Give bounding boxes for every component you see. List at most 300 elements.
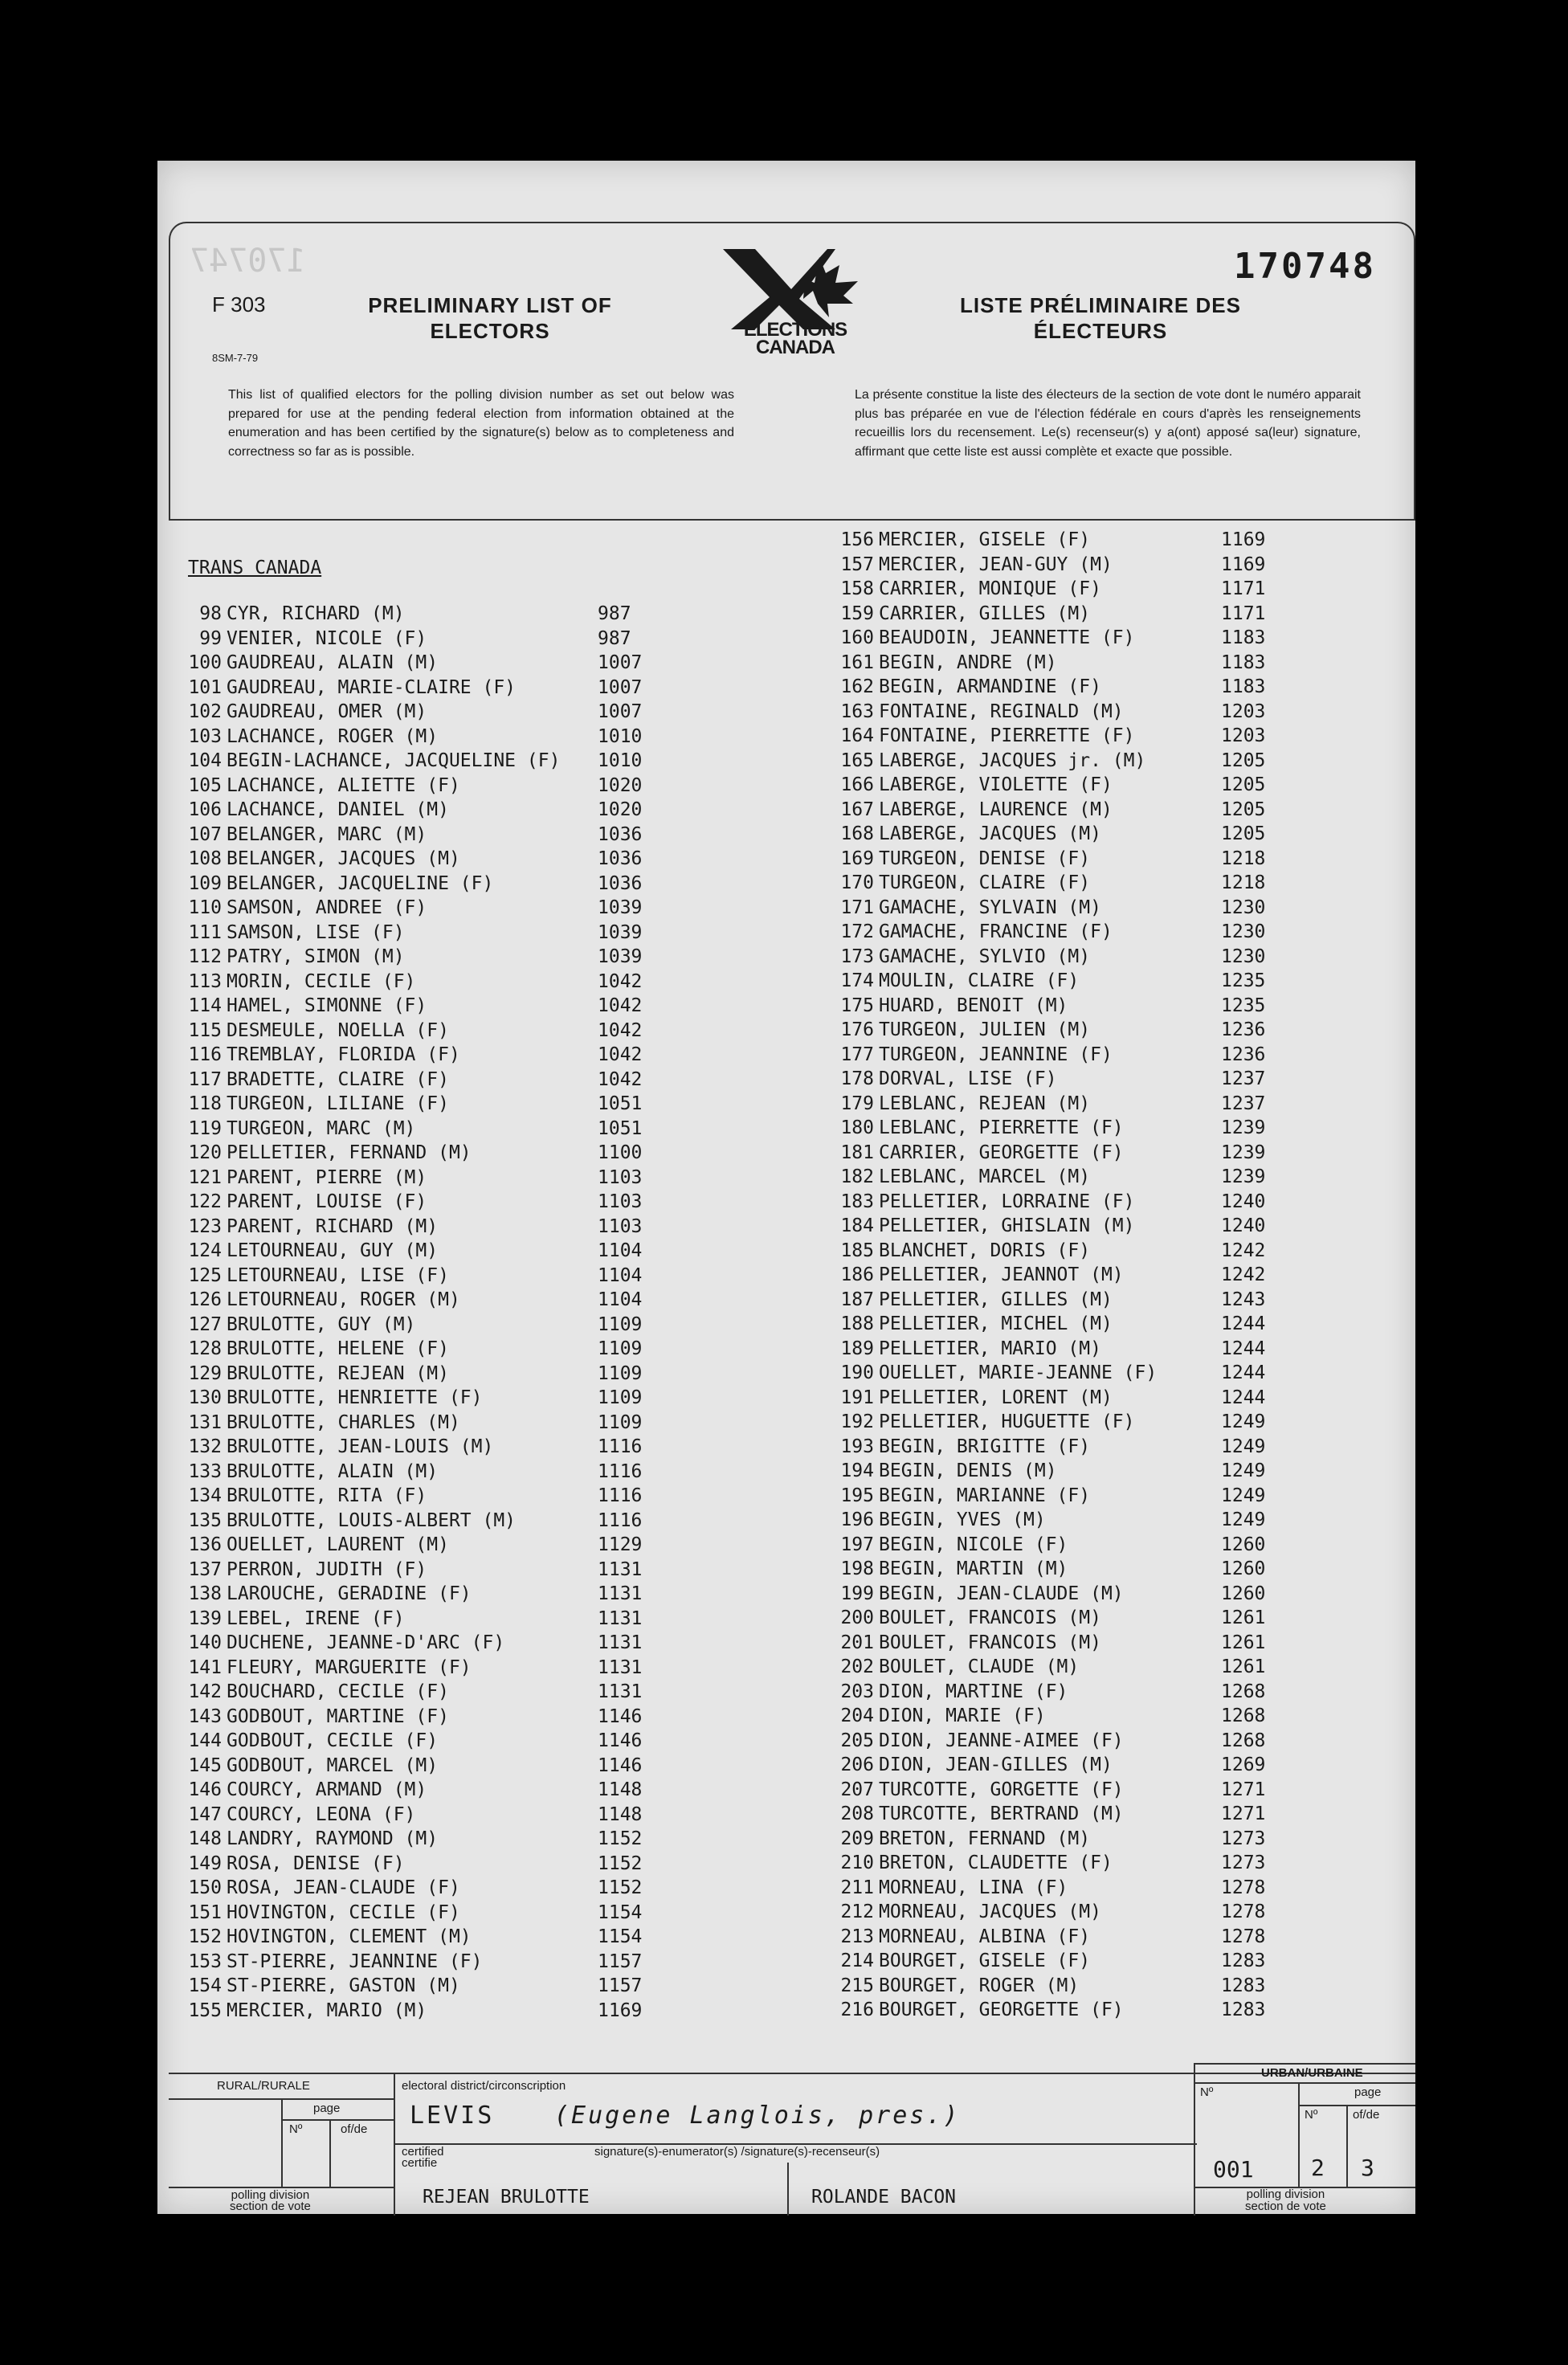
elector-name: BEGIN, YVES (M) <box>879 1509 1046 1530</box>
elector-name: LABERGE, JACQUES jr. (M) <box>879 750 1146 771</box>
elector-number: 156 <box>840 529 874 550</box>
elector-row <box>188 725 789 750</box>
elector-number: 118 <box>188 1093 222 1114</box>
elector-row <box>188 700 789 725</box>
elector-row <box>840 1459 1329 1484</box>
elector-address: 1260 <box>1221 1583 1266 1604</box>
elector-row <box>188 1288 789 1313</box>
elector-row <box>188 1974 789 1999</box>
elector-row <box>840 871 1329 896</box>
elector-name: CARRIER, GEORGETTE (F) <box>879 1142 1124 1163</box>
enumerator-2-signature: ROLANDE BACON <box>811 2187 957 2208</box>
elector-address: 1051 <box>598 1117 643 1139</box>
elector-address: 1100 <box>598 1142 643 1163</box>
rural-page-label: page <box>313 2102 341 2115</box>
elector-name: MERCIER, MARIO (M) <box>227 1999 427 2021</box>
elector-number: 208 <box>840 1803 874 1824</box>
elector-name: LEBLANC, MARCEL (M) <box>879 1166 1091 1187</box>
elector-row <box>840 1141 1329 1166</box>
elector-row <box>840 700 1329 725</box>
elector-row <box>188 1068 789 1093</box>
elector-address: 1036 <box>598 823 643 845</box>
elector-row <box>840 1827 1329 1852</box>
elector-name: BRULOTTE, HELENE (F) <box>227 1338 449 1359</box>
elector-row <box>840 1851 1329 1876</box>
elector-name: BELANGER, JACQUES (M) <box>227 848 460 869</box>
rural-of-label: of/de <box>341 2122 368 2136</box>
elector-number: 209 <box>840 1828 874 1849</box>
elector-address: 1042 <box>598 1019 643 1041</box>
elector-name: GAMACHE, SYLVIO (M) <box>879 946 1091 967</box>
elector-name: PELLETIER, GILLES (M) <box>879 1289 1113 1310</box>
elector-number: 102 <box>188 701 222 722</box>
elector-address: 1039 <box>598 921 643 943</box>
elector-number: 113 <box>188 970 222 992</box>
elector-name: LETOURNEAU, GUY (M) <box>227 1240 439 1261</box>
elector-address: 1239 <box>1221 1166 1266 1187</box>
elector-number: 134 <box>188 1485 222 1506</box>
elector-name: ST-PIERRE, JEANNINE (F) <box>227 1950 483 1972</box>
logo-line-1: ELECTIONS <box>743 319 847 341</box>
elector-name: MORNEAU, LINA (F) <box>879 1877 1068 1898</box>
elector-name: BRULOTTE, CHARLES (M) <box>227 1411 460 1433</box>
elector-number: 144 <box>188 1730 222 1751</box>
elector-address: 1148 <box>598 1779 643 1800</box>
elector-address: 1283 <box>1221 1950 1266 1971</box>
elector-row <box>188 1386 789 1411</box>
elector-number: 169 <box>840 848 874 869</box>
elector-number: 174 <box>840 970 874 991</box>
elector-name: CARRIER, GILLES (M) <box>879 602 1091 624</box>
elector-number: 121 <box>188 1166 222 1188</box>
urban-of-label: of/de <box>1353 2108 1380 2122</box>
elector-name: BRULOTTE, HENRIETTE (F) <box>227 1387 483 1408</box>
elector-row <box>840 553 1329 578</box>
elector-row <box>188 1876 789 1901</box>
elector-name: LANDRY, RAYMOND (M) <box>227 1828 439 1849</box>
elector-number: 129 <box>188 1362 222 1384</box>
elector-name: HUARD, BENOIT (M) <box>879 995 1068 1016</box>
elector-address: 1237 <box>1221 1093 1266 1114</box>
elector-row <box>188 921 789 946</box>
elector-address: 1131 <box>598 1607 643 1629</box>
elector-row <box>840 1386 1329 1411</box>
elector-name: GAMACHE, SYLVAIN (M) <box>879 897 1101 918</box>
elector-name: PELLETIER, FERNAND (M) <box>227 1142 472 1163</box>
elector-address: 1042 <box>598 995 643 1016</box>
elector-name: BRETON, CLAUDETTE (F) <box>879 1852 1113 1873</box>
elector-address: 1240 <box>1221 1191 1266 1212</box>
elector-address: 1109 <box>598 1313 643 1335</box>
elector-number: 206 <box>840 1754 874 1775</box>
elector-address: 1007 <box>598 652 643 673</box>
elector-address: 1104 <box>598 1240 643 1261</box>
elector-name: LABERGE, VIOLETTE (F) <box>879 774 1113 795</box>
elector-name: GAUDREAU, ALAIN (M) <box>227 652 439 673</box>
elector-number: 200 <box>840 1607 874 1628</box>
elector-name: TURGEON, CLAIRE (F) <box>879 872 1091 893</box>
elector-number: 150 <box>188 1877 222 1898</box>
elector-row <box>840 1900 1329 1925</box>
elector-name: BELANGER, JACQUELINE (F) <box>227 872 494 894</box>
elector-address: 1104 <box>598 1289 643 1310</box>
elector-name: BRULOTTE, RITA (F) <box>227 1485 427 1506</box>
elector-number: 140 <box>188 1632 222 1653</box>
elector-row <box>840 1043 1329 1068</box>
elector-row <box>188 1043 789 1068</box>
elector-name: BEGIN-LACHANCE, JACQUELINE (F) <box>227 750 561 771</box>
elector-row <box>188 1239 789 1264</box>
urban-page-label: page <box>1354 2085 1382 2099</box>
elector-address: 1268 <box>1221 1681 1266 1702</box>
elector-number: 123 <box>188 1215 222 1237</box>
elector-address: 1278 <box>1221 1926 1266 1947</box>
elector-row <box>188 1166 789 1191</box>
elector-row <box>840 1116 1329 1141</box>
elector-number: 110 <box>188 897 222 918</box>
elector-name: BEAUDOIN, JEANNETTE (F) <box>879 627 1135 648</box>
elector-number: 100 <box>188 652 222 673</box>
elector-number: 99 <box>199 627 222 649</box>
elector-number: 172 <box>840 921 874 942</box>
elector-address: 1273 <box>1221 1828 1266 1849</box>
elector-row <box>840 1655 1329 1680</box>
elector-number: 165 <box>840 750 874 771</box>
elector-row <box>840 1018 1329 1043</box>
elector-address: 1169 <box>1221 553 1266 575</box>
elector-row <box>840 1484 1329 1509</box>
elector-name: COURCY, LEONA (F) <box>227 1803 416 1825</box>
elector-address: 1269 <box>1221 1754 1266 1775</box>
elector-address: 1244 <box>1221 1362 1266 1383</box>
elector-number: 108 <box>188 848 222 869</box>
faint-serial-number: 170747 <box>190 243 306 280</box>
elector-name: PARENT, PIERRE (M) <box>227 1166 427 1188</box>
elector-address: 1235 <box>1221 995 1266 1016</box>
elector-number: 132 <box>188 1436 222 1457</box>
elector-address: 1116 <box>598 1509 643 1531</box>
elector-address: 1010 <box>598 725 643 747</box>
elector-row <box>188 1558 789 1583</box>
elector-number: 182 <box>840 1166 874 1187</box>
elector-number: 126 <box>188 1289 222 1310</box>
elector-number: 145 <box>188 1754 222 1776</box>
elector-address: 1249 <box>1221 1460 1266 1481</box>
elector-name: LABERGE, LAURENCE (M) <box>879 799 1113 820</box>
elector-row <box>188 1190 789 1215</box>
urban-vline-1 <box>1298 2082 1300 2187</box>
elector-number: 136 <box>188 1534 222 1555</box>
elector-number: 173 <box>840 946 874 967</box>
elector-name: HAMEL, SIMONNE (F) <box>227 995 427 1016</box>
elector-number: 149 <box>188 1852 222 1874</box>
elector-address: 1260 <box>1221 1534 1266 1555</box>
elector-name: FONTAINE, PIERRETTE (F) <box>879 725 1135 746</box>
elector-number: 109 <box>188 872 222 894</box>
elector-name: OUELLET, LAURENT (M) <box>227 1534 449 1555</box>
elector-number: 180 <box>840 1117 874 1138</box>
elector-name: DION, MARTINE (F) <box>879 1681 1068 1702</box>
urban-polling-label-2: section de vote <box>1245 2200 1326 2213</box>
elector-row <box>840 1410 1329 1435</box>
elector-address: 1042 <box>598 1044 643 1065</box>
elector-address: 1273 <box>1221 1852 1266 1873</box>
elector-address: 1205 <box>1221 823 1266 844</box>
elector-name: BRULOTTE, JEAN-LOUIS (M) <box>227 1436 494 1457</box>
elector-address: 1268 <box>1221 1730 1266 1751</box>
elector-number: 186 <box>840 1264 874 1285</box>
elector-address: 1244 <box>1221 1387 1266 1408</box>
elector-name: PARENT, RICHARD (M) <box>227 1215 439 1237</box>
elector-row <box>840 1288 1329 1313</box>
urban-polling-label <box>1245 2188 1326 2212</box>
elector-name: LEBLANC, REJEAN (M) <box>879 1093 1091 1114</box>
elector-name: GODBOUT, CECILE (F) <box>227 1730 439 1751</box>
elector-row <box>840 602 1329 627</box>
elector-address: 1237 <box>1221 1068 1266 1089</box>
elector-address: 1249 <box>1221 1485 1266 1506</box>
urban-top-line <box>1194 2063 1415 2065</box>
elector-row <box>840 626 1329 651</box>
elector-number: 119 <box>188 1117 222 1139</box>
elector-address: 1261 <box>1221 1632 1266 1653</box>
elector-name: TURCOTTE, GORGETTE (F) <box>879 1779 1124 1800</box>
elector-row <box>840 773 1329 798</box>
elector-row <box>840 528 1329 553</box>
elector-row <box>188 1754 789 1779</box>
elector-row <box>840 1190 1329 1215</box>
elector-row <box>188 847 789 872</box>
elector-address: 1039 <box>598 946 643 967</box>
elector-row <box>188 1509 789 1534</box>
elector-number: 201 <box>840 1632 874 1653</box>
elector-address: 1152 <box>598 1852 643 1874</box>
elector-row <box>188 1435 789 1460</box>
elector-address: 1218 <box>1221 848 1266 869</box>
elector-address: 1278 <box>1221 1901 1266 1922</box>
elector-address: 1116 <box>598 1436 643 1457</box>
elector-address: 1203 <box>1221 701 1266 722</box>
elector-row <box>188 1803 789 1828</box>
header-divider <box>169 519 1415 521</box>
elector-address: 1051 <box>598 1093 643 1114</box>
elector-name: TURGEON, MARC (M) <box>227 1117 416 1139</box>
elector-address: 1146 <box>598 1754 643 1776</box>
page-total: 3 <box>1361 2155 1374 2181</box>
elector-row <box>188 1337 789 1362</box>
elector-name: LEBEL, IRENE (F) <box>227 1607 405 1629</box>
elector-row <box>188 1141 789 1166</box>
elector-number: 116 <box>188 1044 222 1065</box>
logo-wordmark <box>707 321 884 357</box>
elector-number: 188 <box>840 1313 874 1334</box>
certified-label <box>402 2146 444 2169</box>
elector-address: 1146 <box>598 1705 643 1727</box>
elector-address: 1103 <box>598 1166 643 1188</box>
elector-name: PARENT, LOUISE (F) <box>227 1191 427 1212</box>
elector-row <box>188 1313 789 1338</box>
elector-address: 1235 <box>1221 970 1266 991</box>
elector-number: 216 <box>840 1999 874 2020</box>
elector-address: 1148 <box>598 1803 643 1825</box>
elector-row <box>188 1705 789 1730</box>
elector-address: 1183 <box>1221 676 1266 697</box>
elector-row <box>840 1998 1329 2023</box>
elector-address: 1261 <box>1221 1607 1266 1628</box>
elector-address: 1007 <box>598 676 643 698</box>
elector-number: 164 <box>840 725 874 746</box>
elector-row <box>188 1827 789 1852</box>
elector-name: BEGIN, MARTIN (M) <box>879 1558 1068 1579</box>
elector-number: 203 <box>840 1681 874 1702</box>
rural-label: RURAL/RURALE <box>217 2079 310 2093</box>
elector-address: 1268 <box>1221 1705 1266 1726</box>
elector-name: PELLETIER, LORRAINE (F) <box>879 1191 1135 1212</box>
elector-name: PELLETIER, LORENT (M) <box>879 1387 1113 1408</box>
elector-number: 157 <box>840 553 874 575</box>
elector-name: GAUDREAU, OMER (M) <box>227 701 427 722</box>
elector-name: TURCOTTE, BERTRAND (M) <box>879 1803 1124 1824</box>
elector-number: 187 <box>840 1289 874 1310</box>
elector-name: GODBOUT, MARTINE (F) <box>227 1705 449 1727</box>
elector-name: BRULOTTE, LOUIS-ALBERT (M) <box>227 1509 517 1531</box>
elector-name: BRETON, FERNAND (M) <box>879 1828 1091 1849</box>
elector-number: 115 <box>188 1019 222 1041</box>
elector-row <box>840 1974 1329 1999</box>
elector-name: BEGIN, ANDRE (M) <box>879 651 1057 673</box>
elector-number: 197 <box>840 1534 874 1555</box>
elector-row <box>840 749 1329 774</box>
elector-address: 1278 <box>1221 1877 1266 1898</box>
elector-row <box>840 1729 1329 1754</box>
elector-number: 139 <box>188 1607 222 1629</box>
elector-number: 171 <box>840 897 874 918</box>
elector-name: MORNEAU, ALBINA (F) <box>879 1926 1091 1947</box>
elector-address: 1205 <box>1221 799 1266 820</box>
elector-number: 215 <box>840 1975 874 1996</box>
elector-address: 1131 <box>598 1656 643 1678</box>
elector-row <box>840 1312 1329 1337</box>
elector-number: 122 <box>188 1191 222 1212</box>
elector-address: 1240 <box>1221 1215 1266 1236</box>
elector-number: 111 <box>188 921 222 943</box>
elector-address: 1157 <box>598 1975 643 1996</box>
elector-row <box>188 1999 789 2024</box>
elector-name: FONTAINE, REGINALD (M) <box>879 701 1124 722</box>
elector-name: SAMSON, LISE (F) <box>227 921 405 943</box>
certified-label-2: certifie <box>402 2156 438 2170</box>
elector-name: TURGEON, JEANNINE (F) <box>879 1044 1113 1065</box>
elector-number: 166 <box>840 774 874 795</box>
elector-number: 205 <box>840 1730 874 1751</box>
elector-number: 207 <box>840 1779 874 1800</box>
elector-row <box>188 1264 789 1289</box>
elector-name: DION, MARIE (F) <box>879 1705 1046 1726</box>
elector-name: DORVAL, LISE (F) <box>879 1068 1057 1089</box>
elector-address: 1103 <box>598 1191 643 1212</box>
elector-number: 135 <box>188 1509 222 1531</box>
elector-row <box>199 627 789 651</box>
elector-row <box>840 724 1329 749</box>
elector-address: 1036 <box>598 872 643 894</box>
elector-number: 130 <box>188 1387 222 1408</box>
elector-row <box>840 1557 1329 1582</box>
elector-name: FLEURY, MARGUERITE (F) <box>227 1656 472 1678</box>
elector-address: 1244 <box>1221 1338 1266 1359</box>
elector-number: 196 <box>840 1509 874 1530</box>
elector-row <box>840 1214 1329 1239</box>
elector-address: 1249 <box>1221 1411 1266 1432</box>
elector-address: 1236 <box>1221 1019 1266 1040</box>
elector-address: 1131 <box>598 1583 643 1604</box>
district-value: LEVIS <box>410 2102 495 2130</box>
elector-number: 98 <box>199 603 222 624</box>
elector-address: 1244 <box>1221 1313 1266 1334</box>
elector-name: HOVINGTON, CECILE (F) <box>227 1901 460 1923</box>
rural-no-label: Nº <box>289 2122 303 2136</box>
elector-number: 176 <box>840 1019 874 1040</box>
elector-address: 1157 <box>598 1950 643 1972</box>
elector-number: 184 <box>840 1215 874 1236</box>
urban-polling-label-1: polling division <box>1246 2187 1325 2201</box>
form-date-code: 8SM-7-79 <box>212 352 259 364</box>
elector-name: BRADETTE, CLAIRE (F) <box>227 1068 449 1090</box>
elector-row <box>840 577 1329 602</box>
elector-row <box>840 1165 1329 1190</box>
elector-number: 105 <box>188 774 222 796</box>
urban-divider <box>1194 2082 1415 2084</box>
district-label: electoral district/circonscription <box>402 2079 566 2093</box>
elector-address: 987 <box>598 603 631 624</box>
description-french: La présente constitue la liste des électeurs de la section de vote dont le numéro apparait plus bas préparée en vue de l'élection fédérale en cours d'après les renseignements recueillis lors du recensement. Le(s) recenseur(s) y a(ont) apposé sa(leur) signature, affirmant que cette liste est aussi complète et exacte que possible. <box>855 388 1361 459</box>
elector-address: 1218 <box>1221 872 1266 893</box>
elector-row <box>840 1704 1329 1729</box>
elector-address: 1230 <box>1221 921 1266 942</box>
elector-name: BEGIN, JEAN-CLAUDE (M) <box>879 1583 1124 1604</box>
elector-number: 141 <box>188 1656 222 1678</box>
elector-address: 1036 <box>598 848 643 869</box>
elector-name: OUELLET, MARIE-JEANNE (F) <box>879 1362 1158 1383</box>
elector-row <box>188 1019 789 1044</box>
elector-number: 213 <box>840 1926 874 1947</box>
serial-number: 170748 <box>1234 246 1376 287</box>
elector-name: DION, JEANNE-AIMEE (F) <box>879 1730 1124 1751</box>
elector-address: 1042 <box>598 1068 643 1090</box>
elector-number: 202 <box>840 1656 874 1677</box>
elector-address: 1146 <box>598 1730 643 1751</box>
elector-number: 192 <box>840 1411 874 1432</box>
elector-row <box>840 1508 1329 1533</box>
elector-number: 189 <box>840 1338 874 1359</box>
elector-name: LETOURNEAU, LISE (F) <box>227 1264 449 1286</box>
elector-row <box>188 1117 789 1142</box>
elector-name: BELANGER, MARC (M) <box>227 823 427 845</box>
elector-row <box>840 1949 1329 1974</box>
description-english: This list of qualified electors for the polling division number as set out below was prepared for use at the pending federal election from information obtained at the enumeration and has been certified by the signature(s) below as to completeness and correctness so far as is possible. <box>228 388 734 459</box>
elector-row <box>840 1337 1329 1362</box>
elector-name: VENIER, NICOLE (F) <box>227 627 427 649</box>
elector-name: SAMSON, ANDREE (F) <box>227 897 427 918</box>
elector-name: ST-PIERRE, GASTON (M) <box>227 1975 460 1996</box>
elector-name: LETOURNEAU, ROGER (M) <box>227 1289 460 1310</box>
elector-address: 1010 <box>598 750 643 771</box>
elector-address: 1203 <box>1221 725 1266 746</box>
elector-name: BOURGET, GEORGETTE (F) <box>879 1999 1124 2020</box>
elector-address: 1020 <box>598 799 643 820</box>
elector-row <box>199 602 789 627</box>
elector-name: BRULOTTE, ALAIN (M) <box>227 1460 439 1482</box>
elector-number: 124 <box>188 1240 222 1261</box>
